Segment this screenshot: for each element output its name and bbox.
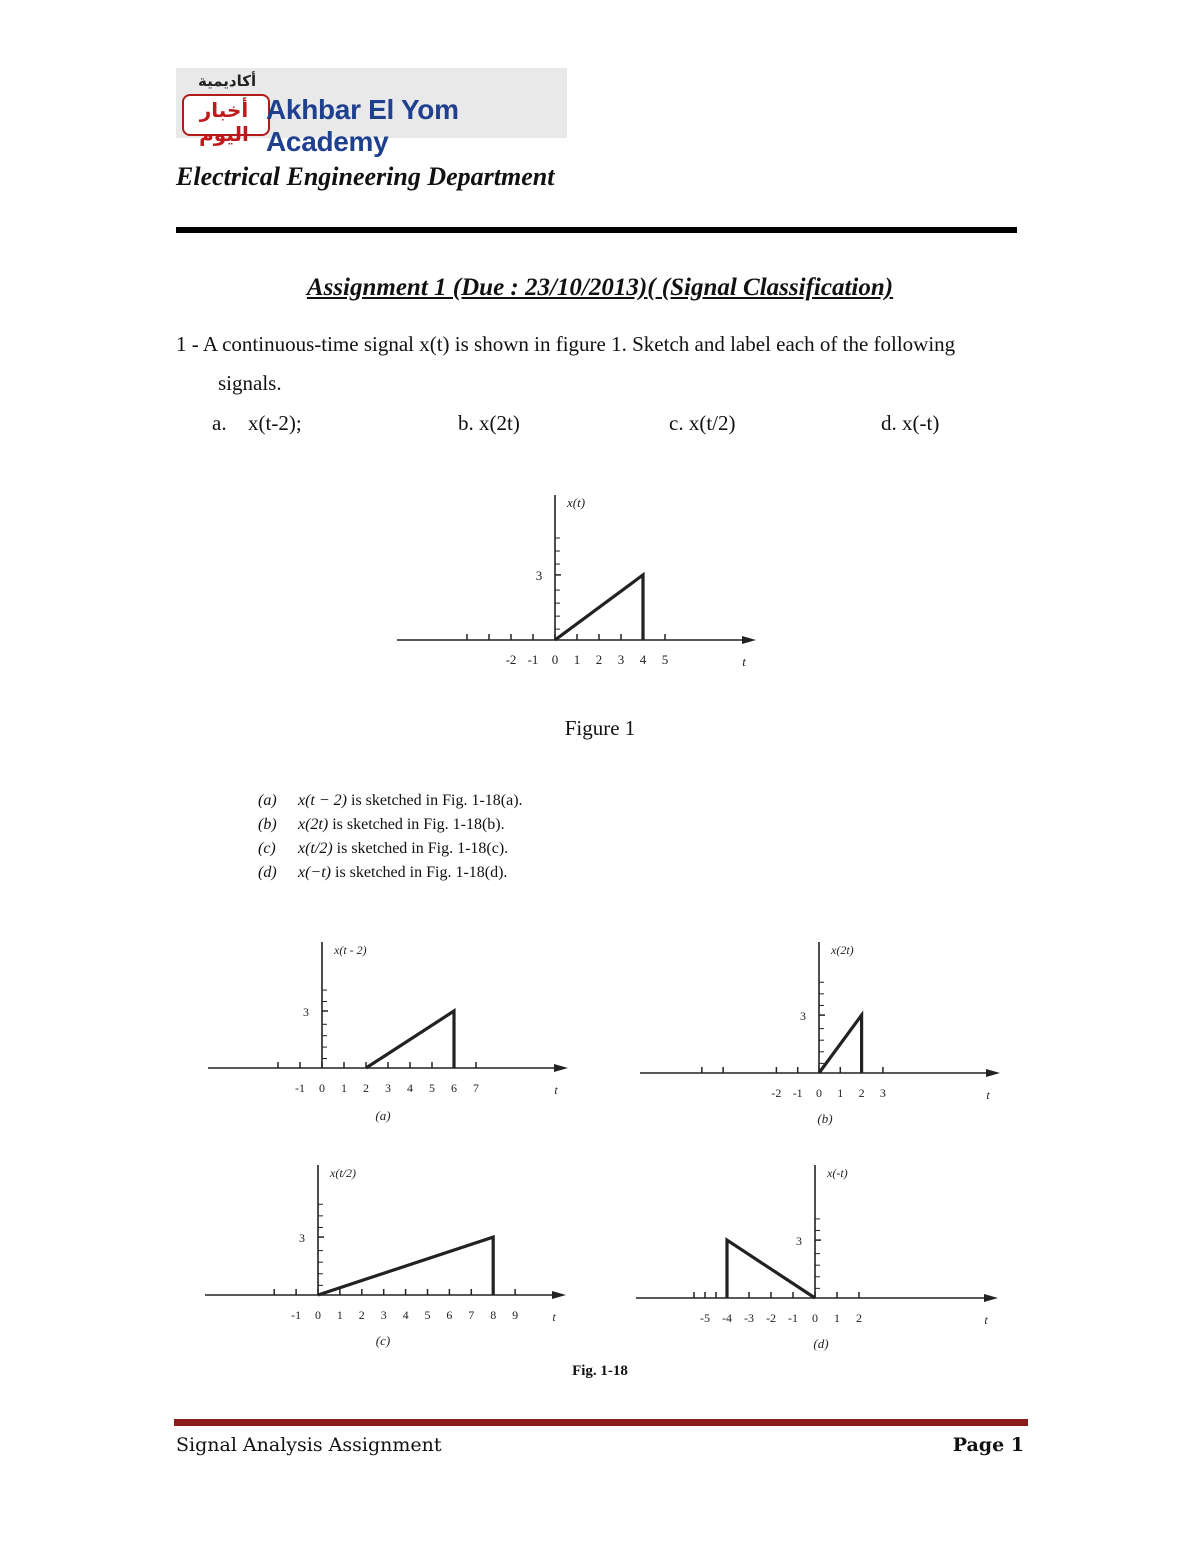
figure-1-18-caption: Fig. 1-18 <box>572 1363 628 1379</box>
question-1-text: 1 - A continuous-time signal x(t) is shown in figure 1. Sketch and label each of the following <box>176 332 956 356</box>
x-tick-label: -4 <box>722 1311 732 1325</box>
x-tick-label: 5 <box>429 1081 435 1095</box>
x-tick-label: 1 <box>837 1086 844 1100</box>
subfigure-caption: (c) <box>375 1333 391 1348</box>
signal-label: x(t) <box>567 495 586 510</box>
x-axis-label: t <box>742 654 746 669</box>
x-tick-label: 3 <box>385 1081 391 1095</box>
signal-label: x(t - 2) <box>334 943 367 957</box>
logo-arabic-top: أكاديمية <box>198 72 257 90</box>
footer-title: Signal Analysis Assignment <box>176 1434 442 1456</box>
x-tick-label: 5 <box>424 1308 431 1322</box>
logo-english-text: Akhbar El Yom Academy <box>266 94 459 157</box>
option-c: c. x(t/2) <box>669 411 736 435</box>
assignment-title: Assignment 1 (Due : 23/10/2013)( (Signal Classification) <box>306 274 894 301</box>
x-tick-label: -2 <box>771 1086 782 1100</box>
option-a: x(t-2); <box>248 411 302 435</box>
x-tick-label: 7 <box>473 1081 479 1095</box>
y-tick-label: 3 <box>800 1009 806 1024</box>
signal-label: x(2t) <box>831 943 854 957</box>
x-tick-label: 3 <box>380 1308 387 1322</box>
y-tick-label: 3 <box>299 1231 305 1246</box>
x-tick-label: 7 <box>468 1308 475 1322</box>
y-tick-label: 3 <box>535 567 543 583</box>
x-tick-label: 0 <box>816 1086 822 1100</box>
x-tick-label: -2 <box>505 652 517 667</box>
x-axis-arrow <box>984 1294 998 1302</box>
x-axis-label: t <box>986 1088 990 1102</box>
figure-1-caption: Figure 1 <box>564 716 636 740</box>
option-b: b. x(2t) <box>458 411 520 435</box>
signal-line <box>555 575 643 640</box>
signal-line <box>727 1240 815 1298</box>
x-tick-label: 3 <box>879 1086 886 1100</box>
x-tick-label: 5 <box>661 652 669 667</box>
x-axis-label: t <box>984 1313 988 1327</box>
x-tick-label: 2 <box>858 1086 865 1100</box>
x-tick-label: 2 <box>363 1081 369 1095</box>
signal-label: x(t/2) <box>330 1166 356 1180</box>
x-axis-arrow <box>554 1064 568 1072</box>
x-tick-label: 0 <box>319 1081 325 1095</box>
x-axis-arrow <box>552 1291 566 1299</box>
x-tick-label: 2 <box>856 1311 862 1325</box>
x-axis-arrow <box>742 636 756 644</box>
subfigure-caption: (b) <box>817 1111 833 1126</box>
answer-line: (c) x(t/2) is sketched in Fig. 1-18(c). <box>258 840 509 857</box>
x-tick-label: 0 <box>551 652 559 667</box>
x-tick-label: 9 <box>512 1308 519 1322</box>
x-axis-label: t <box>552 1310 556 1324</box>
signal-label: x(-t) <box>827 1166 848 1180</box>
x-tick-label: 1 <box>336 1308 343 1322</box>
x-tick-label: 8 <box>490 1308 497 1322</box>
x-tick-label: -1 <box>792 1086 803 1100</box>
x-tick-label: 6 <box>451 1081 457 1095</box>
x-tick-label: 1 <box>341 1081 347 1095</box>
x-tick-label: -1 <box>527 652 539 667</box>
footer-rule <box>174 1419 1028 1426</box>
answer-line: (b) x(2t) is sketched in Fig. 1-18(b). <box>258 816 505 833</box>
subfigure-caption: (a) <box>375 1108 391 1123</box>
subfigure-caption: (d) <box>813 1336 829 1351</box>
option-a-label: a. <box>212 411 227 435</box>
x-tick-label: 1 <box>834 1311 840 1325</box>
question-1-text-cont: signals. <box>218 371 282 395</box>
signal-line <box>318 1237 493 1295</box>
answer-line: (a) x(t − 2) is sketched in Fig. 1-18(a). <box>258 792 523 809</box>
y-tick-label: 3 <box>303 1005 309 1019</box>
option-d: d. x(-t) <box>881 411 940 435</box>
x-tick-label: 4 <box>639 652 647 667</box>
x-tick-label: -2 <box>766 1311 776 1325</box>
y-tick-label: 3 <box>796 1234 802 1249</box>
x-tick-label: 6 <box>446 1308 453 1322</box>
x-tick-label: 0 <box>812 1311 818 1325</box>
x-tick-label: -3 <box>744 1311 754 1325</box>
x-axis-arrow <box>986 1069 1000 1077</box>
x-tick-label: 4 <box>402 1308 409 1322</box>
x-tick-label: -1 <box>295 1081 305 1095</box>
x-tick-label: -1 <box>788 1311 798 1325</box>
x-tick-label: 2 <box>595 652 603 667</box>
x-tick-label: -5 <box>700 1311 710 1325</box>
x-tick-label: 0 <box>315 1308 321 1322</box>
x-axis-label: t <box>554 1083 558 1097</box>
signal-line <box>819 1015 862 1073</box>
x-tick-label: 3 <box>617 652 625 667</box>
answer-line: (d) x(−t) is sketched in Fig. 1-18(d). <box>258 864 508 881</box>
x-tick-label: -1 <box>291 1308 302 1322</box>
x-tick-label: 1 <box>573 652 581 667</box>
signal-line <box>366 1011 454 1068</box>
x-tick-label: 4 <box>407 1081 413 1095</box>
department-heading: Electrical Engineering Department <box>176 162 555 191</box>
logo-arabic-badge: أخبار اليوم <box>199 98 249 146</box>
x-tick-label: 2 <box>358 1308 365 1322</box>
page-number: Page 1 <box>952 1434 1024 1456</box>
